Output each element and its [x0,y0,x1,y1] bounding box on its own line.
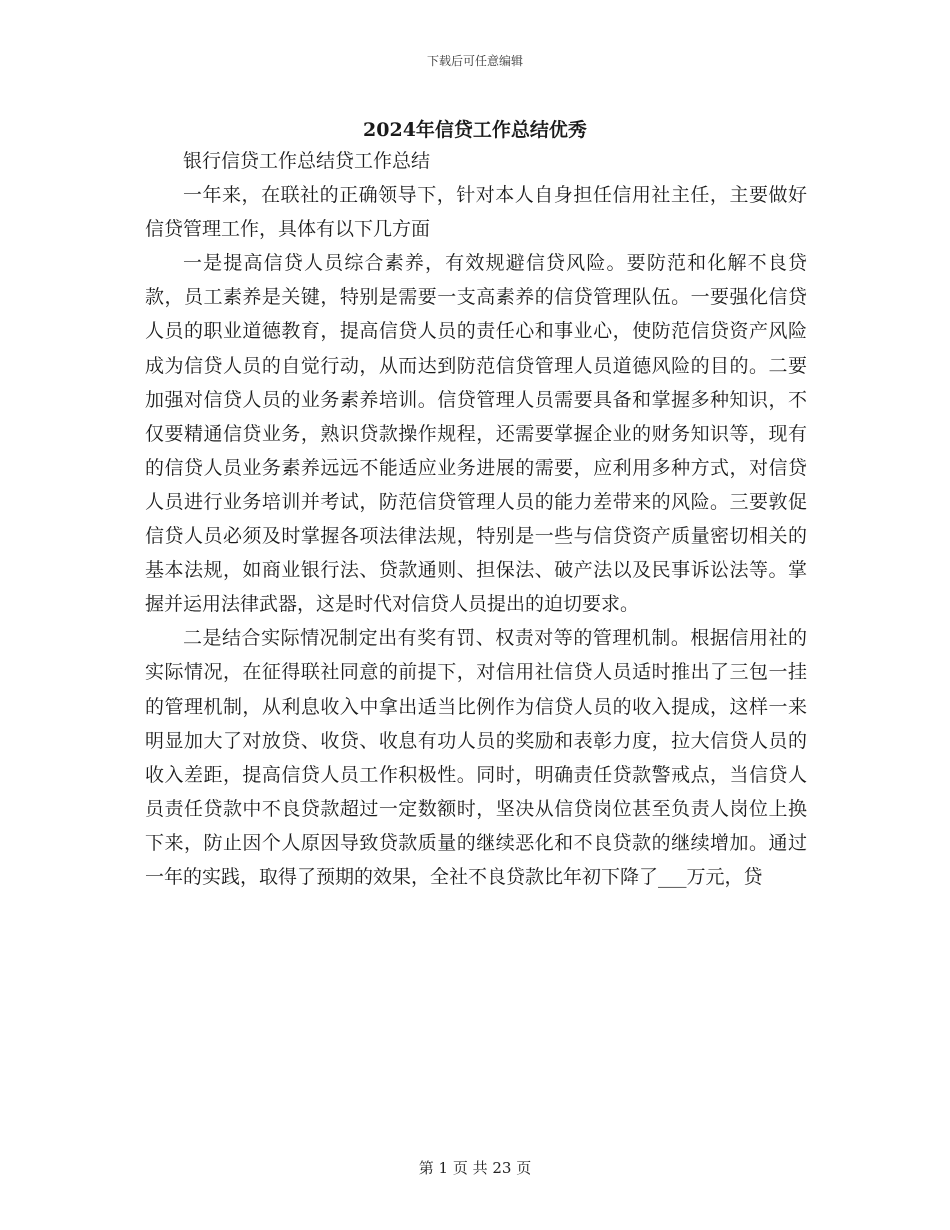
page-number: 第 1 页 共 23 页 [418,1159,532,1177]
paragraph: 二是结合实际情况制定出有奖有罚、权责对等的管理机制。根据信用社的实际情况，在征得联社同意的前提下，对信用社信贷人员适时推出了三包一挂的管理机制，从利息收入中拿出适当比例作为信贷人员的收入提成，这样一来明显加大了对放贷、收贷、收息有功人员的奖励和表彰力度，拉大信贷人员的收入差距，提高信贷人员工作积极性。同时，明确责任贷款警戒点，当信贷人员责任贷款中不良贷款超过一定数额时，坚决从信贷岗位甚至负责人岗位上换下来，防止因个人原因导致贷款质量的继续恶化和不良贷款的继续增加。通过一年的实践，取得了预期的效果，全社不良贷款比年初下降了___万元，贷 [145,627,807,888]
document-body [145,144,807,894]
paragraph: 一是提高信贷人员综合素养，有效规避信贷风险。要防范和化解不良贷款，员工素养是关键，特别是需要一支高素养的信贷管理队伍。一要强化信贷人员的职业道德教育，提高信贷人员的责任心和事业心，使防范信贷资产风险成为信贷人员的自觉行动，从而达到防范信贷管理人员道德风险的目的。二要加强对信贷人员的业务素养培训。信贷管理人员需要具备和掌握多种知识，不仅要精通信贷业务，熟识贷款操作规程，还需要掌握企业的财务知识等，现有的信贷人员业务素养远远不能适应业务进展的需要，应利用多种方式，对信贷人员进行业务培训并考试，防范信贷管理人员的能力差带来的风险。三要敦促信贷人员必须及时掌握各项法律法规，特别是一些与信贷资产质量密切相关的基本法规，如商业银行法、贷款通则、担保法、破产法以及民事诉讼法等。掌握并运用法律武器，这是时代对信贷人员提出的迫切要求。 [145,252,807,616]
page-header-note: 下载后可任意编辑 [426,54,523,68]
paragraph: 银行信贷工作总结贷工作总结 [183,150,431,172]
document-title: 2024年信贷工作总结优秀 [363,119,587,141]
paragraph: 一年来，在联社的正确领导下，针对本人自身担任信用社主任，主要做好信贷管理工作，具体有以下几方面 [145,184,807,241]
